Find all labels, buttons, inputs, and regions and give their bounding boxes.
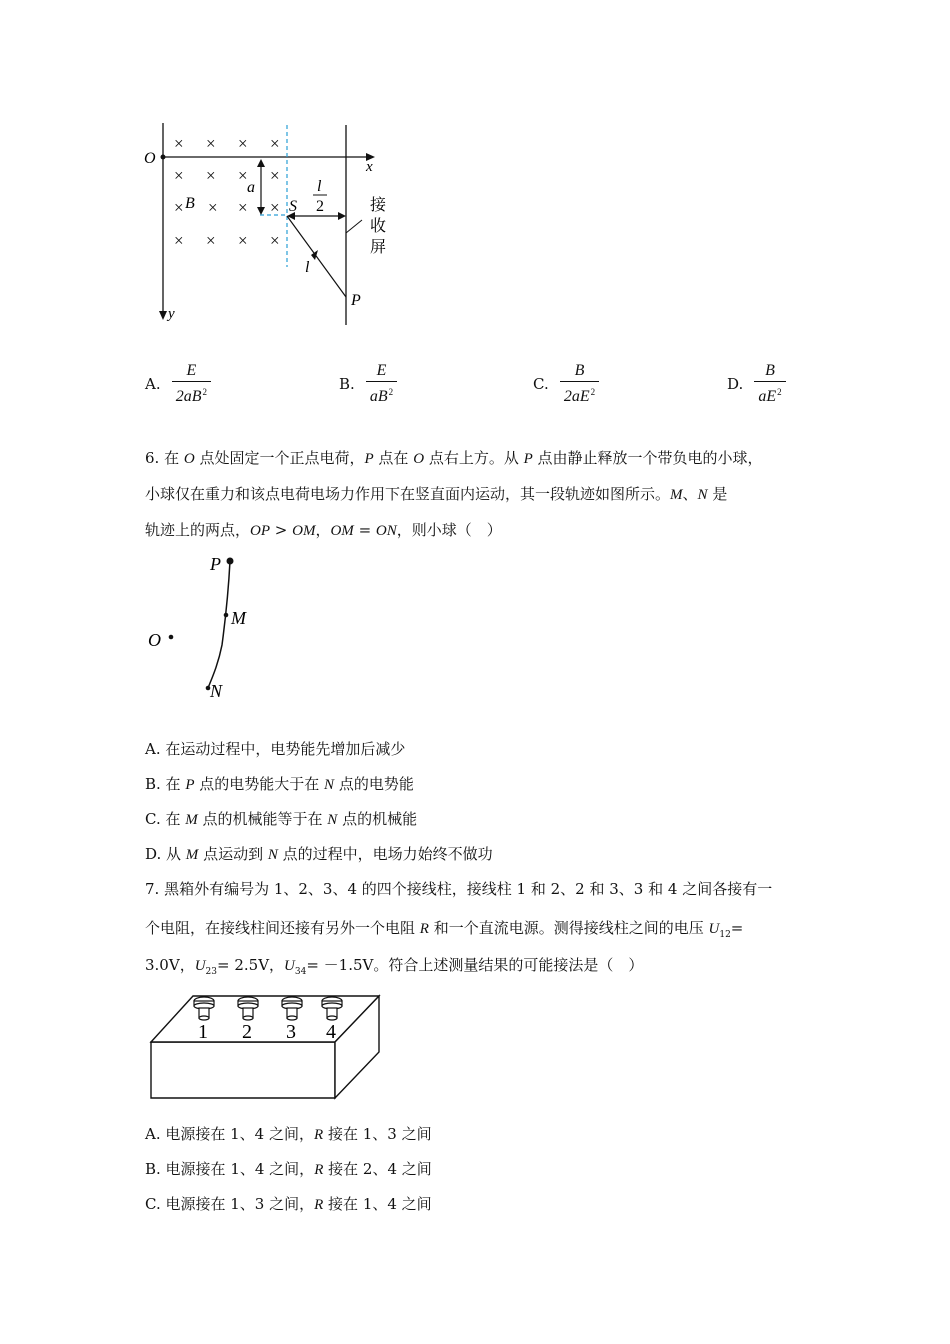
distance-a-label: a bbox=[247, 179, 255, 196]
field-cross: × bbox=[174, 166, 184, 185]
field-cross: × bbox=[174, 134, 184, 153]
field-cross: × bbox=[270, 166, 280, 185]
field-cross: × bbox=[270, 231, 280, 250]
q5-option-a bbox=[145, 362, 211, 406]
half-l-numerator: l bbox=[317, 178, 322, 195]
field-cross: × bbox=[208, 198, 218, 217]
y-axis-label: y bbox=[168, 306, 175, 322]
half-l-denominator: 2 bbox=[316, 198, 324, 215]
fraction-numerator: B bbox=[574, 362, 585, 379]
field-cross: × bbox=[238, 231, 248, 250]
q7-stem-line-3: 3.0V，$U_{23}= 2.5V$，$U_{34}= -1.5V$。符合上述测量结果的可能接法是（ ） bbox=[145, 956, 644, 977]
terminal-number: 1 bbox=[198, 1021, 208, 1043]
screen-label-2: 收 bbox=[370, 218, 387, 235]
screen-label-1: 接 bbox=[370, 197, 387, 214]
field-cross: × bbox=[206, 134, 216, 153]
field-cross: × bbox=[270, 198, 280, 217]
screen-label-3: 屏 bbox=[370, 239, 387, 256]
fraction-numerator: E bbox=[376, 362, 387, 379]
q6-option-b: B. 在 P 点的电势能大于在 N 点的电势能 bbox=[145, 775, 414, 793]
q7-stem-line-2: 个电阻，在接线柱间还接有另外一个电阻 R 和一个直流电源。测得接线柱之间的电压 $U_{12}=$ bbox=[145, 919, 744, 940]
fraction-denominator: 2aB bbox=[175, 388, 202, 405]
q5-option-d bbox=[727, 362, 786, 406]
magnetic-field-figure bbox=[130, 115, 410, 335]
length-l-label: l bbox=[305, 259, 310, 276]
q6-stem-line-2: 小球仅在重力和该点电荷电场力作用下在竖直面内运动，其一段轨迹如图所示。M、N 是 bbox=[145, 485, 728, 503]
fraction-denominator: 2aE bbox=[563, 388, 590, 405]
q7-stem-line-1: 7. 黑箱外有编号为 1、2、3、4 的四个接线柱，接线柱 1 和 2、2 和 3、3 和 4 之间各接有一 bbox=[145, 880, 773, 898]
origin-label: O bbox=[144, 150, 156, 167]
q6-option-c: C. 在 M 点的机械能等于在 N 点的机械能 bbox=[145, 810, 418, 828]
q7-option-b: B. 电源接在 1、4 之间，R 接在 2、4 之间 bbox=[145, 1160, 432, 1178]
fraction-numerator: B bbox=[765, 362, 775, 379]
field-cross: × bbox=[174, 231, 184, 250]
point-o-label: O bbox=[148, 630, 161, 650]
field-cross: × bbox=[238, 198, 248, 217]
q6-option-a: A. 在运动过程中，电势能先增加后减少 bbox=[145, 740, 406, 758]
trajectory-figure bbox=[140, 550, 270, 705]
q7-option-c: C. 电源接在 1、3 之间，R 接在 1、4 之间 bbox=[145, 1195, 432, 1213]
point-m-label: M bbox=[231, 608, 246, 628]
source-label: S bbox=[289, 198, 297, 215]
option-letter: D. bbox=[727, 375, 744, 393]
exponent: 2 bbox=[590, 387, 596, 397]
field-cross: × bbox=[174, 198, 184, 217]
field-crosses bbox=[174, 134, 280, 250]
q7-option-a: A. 电源接在 1、4 之间，R 接在 1、3 之间 bbox=[145, 1125, 432, 1143]
point-p-label: P bbox=[351, 292, 361, 309]
exponent: 2 bbox=[388, 387, 394, 397]
fraction-denominator: aE bbox=[758, 388, 777, 405]
q6-stem-line-1: 6. 在 O 点处固定一个正点电荷，P 点在 O 点右上方。从 P 点由静止释放一个带负电的小球， bbox=[145, 449, 763, 467]
exponent: 2 bbox=[777, 387, 782, 397]
black-box-figure bbox=[145, 990, 385, 1102]
terminal-number: 2 bbox=[242, 1021, 252, 1043]
x-axis-label: x bbox=[366, 159, 373, 175]
option-letter: C. bbox=[533, 375, 549, 393]
field-label: B bbox=[185, 195, 195, 212]
point-n-label: N bbox=[210, 681, 223, 701]
terminal-number: 4 bbox=[326, 1021, 336, 1043]
exponent: 2 bbox=[202, 387, 207, 397]
option-letter: B. bbox=[339, 375, 355, 393]
terminal-number: 3 bbox=[286, 1021, 296, 1043]
q6-stem-line-3: 轨迹上的两点，OP > OM，OM = ON，则小球（ ） bbox=[145, 521, 502, 539]
point-p-label: P bbox=[210, 554, 221, 574]
q5-option-b bbox=[339, 362, 397, 406]
fraction-denominator: aB bbox=[369, 388, 388, 405]
q5-option-c bbox=[533, 362, 599, 406]
q6-option-d: D. 从 M 点运动到 N 点的过程中，电场力始终不做功 bbox=[145, 845, 493, 863]
fraction-numerator: E bbox=[186, 362, 197, 379]
field-cross: × bbox=[238, 166, 248, 185]
field-cross: × bbox=[238, 134, 248, 153]
field-cross: × bbox=[270, 134, 280, 153]
field-cross: × bbox=[206, 166, 216, 185]
option-letter: A. bbox=[145, 375, 161, 393]
field-cross: × bbox=[206, 231, 216, 250]
